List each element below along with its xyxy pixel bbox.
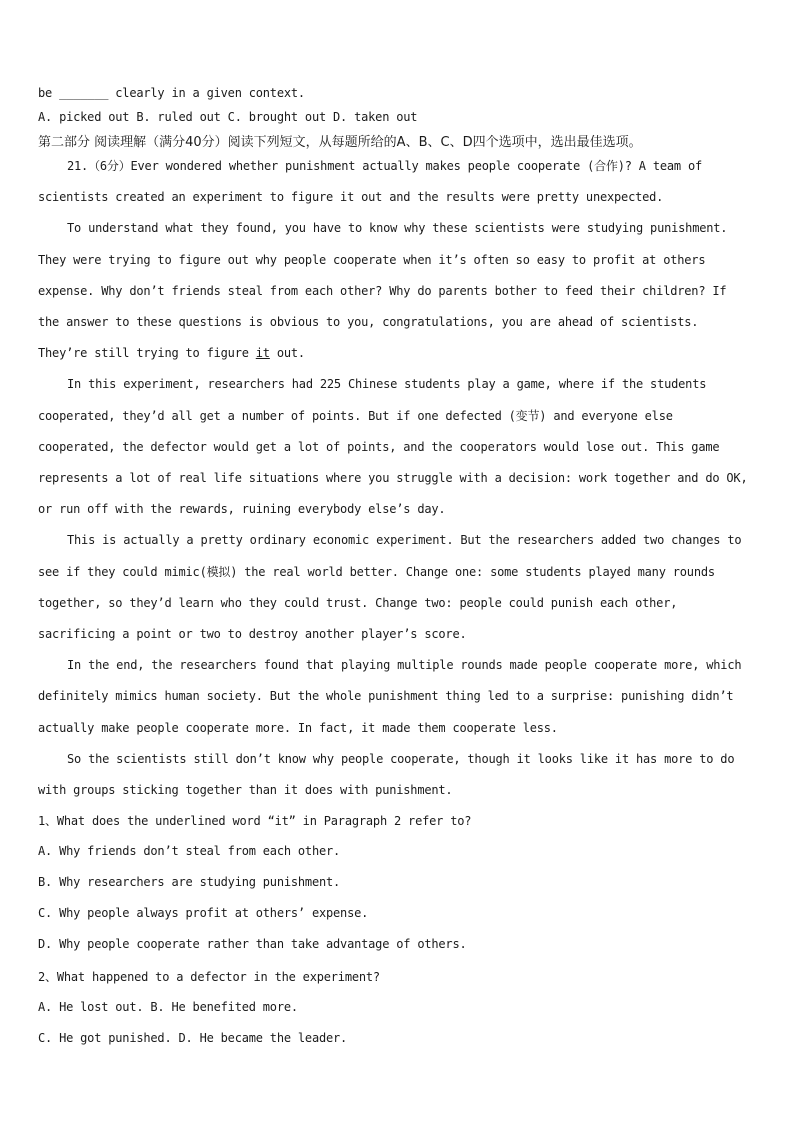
passage-line: In this experiment, researchers had 225 Chinese students play a game, where if the students [67,377,707,391]
passage-line: together, so they’d learn who they could trust. Change two: people could punish each other, [38,596,678,610]
question-2-options-ab: A. He lost out. B. He benefited more. [38,1000,298,1014]
passage-line: In the end, the researchers found that playing multiple rounds made people cooperate more, which [67,658,742,672]
question-options: A. picked out B. ruled out C. brought out D. taken out [38,110,418,124]
question-2-options-cd: C. He got punished. D. He became the leader. [38,1031,348,1045]
passage-text: out. [269,346,305,360]
question-1-option-b: B. Why researchers are studying punishment. [38,875,341,889]
passage-text: They’re still trying to figure [38,346,256,360]
passage-line: sacrificing a point or two to destroy another player’s score. [38,627,467,641]
passage-line: with groups sticking together than it does with punishment. [38,783,453,797]
passage-line: scientists created an experiment to figure it out and the results were pretty unexpected. [38,190,664,204]
passage-line: cooperated, the defector would get a lot of points, and the cooperators would lose out. This game [38,440,720,454]
passage-line: So the scientists still don’t know why people cooperate, though it looks like it has more to do [67,752,735,766]
passage-line [38,346,305,360]
passage-line: To understand what they found, you have to know why these scientists were studying punishment. [67,221,728,235]
passage-line: 21.（6分）Ever wondered whether punishment actually makes people cooperate (合作)? A team of [67,159,703,173]
passage-line: cooperated, they’d all get a number of points. But if one defected (变节) and everyone else [38,409,673,423]
question-1-option-d: D. Why people cooperate rather than take advantage of others. [38,937,467,951]
question-1: 1、What does the underlined word “it” in Paragraph 2 refer to? [38,814,472,828]
question-stem-line: be _______ clearly in a given context. [38,86,305,100]
passage-line: represents a lot of real life situations where you struggle with a decision: work together and do OK, [38,471,748,485]
question-2: 2、What happened to a defector in the experiment? [38,970,380,984]
passage-line: the answer to these questions is obvious to you, congratulations, you are ahead of scientists. [38,315,699,329]
passage-line: definitely mimics human society. But the whole punishment thing led to a surprise: punishing didn’t [38,689,734,703]
passage-line: expense. Why don’t friends steal from each other? Why do parents bother to feed their children? If [38,284,727,298]
passage-line: see if they could mimic(模拟) the real world better. Change one: some students played many rounds [38,565,715,579]
underlined-word: it [255,346,270,360]
passage-line: or run off with the rewards, ruining everybody else’s day. [38,502,446,516]
question-1-option-c: C. Why people always profit at others’ expense. [38,906,369,920]
question-1-option-a: A. Why friends don’t steal from each other. [38,844,341,858]
passage-line: This is actually a pretty ordinary economic experiment. But the researchers added two changes to [67,533,742,547]
section-heading: 第二部分 阅读理解（满分40分）阅读下列短文，从每题所给的A、B、C、D四个选项中，选出最佳选项。 [38,135,642,150]
passage-line: actually make people cooperate more. In fact, it made them cooperate less. [38,721,558,735]
passage-line: They were trying to figure out why people cooperate when it’s often so easy to profit at others [38,253,706,267]
